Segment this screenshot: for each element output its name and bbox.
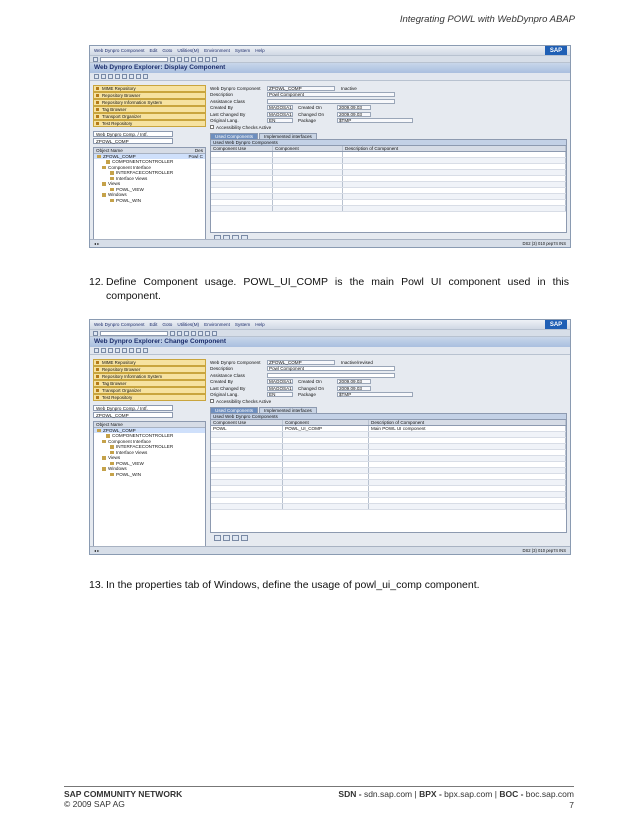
display-change-icon[interactable]	[108, 348, 113, 353]
test-icon[interactable]	[129, 74, 134, 79]
forward-arrow-icon[interactable]	[101, 74, 106, 79]
print-icon[interactable]	[198, 331, 203, 336]
enter-icon[interactable]	[93, 331, 98, 336]
scroll-arrows-icon[interactable]: ◂ ▸	[94, 548, 100, 553]
sdn-link[interactable]: sdn.sap.com	[363, 789, 413, 799]
tree-node-powl-view[interactable]: POWL_VIEW	[94, 187, 205, 193]
field-component: Web Dynpro Component ZPOWL_COMP Inactive/revised	[210, 359, 373, 365]
command-field[interactable]	[100, 57, 168, 62]
exit-icon[interactable]	[184, 331, 189, 336]
description-field[interactable]: Powl Component	[267, 366, 395, 371]
activate-icon[interactable]	[122, 348, 127, 353]
col-component-use[interactable]: Component Use	[211, 146, 273, 151]
tree-node-windows[interactable]: Windows	[94, 466, 205, 472]
nav-mime-repository[interactable]: MIME Repository	[93, 359, 206, 366]
test-icon[interactable]	[129, 348, 134, 353]
status-text: Inactive/revised	[341, 359, 373, 365]
boc-link[interactable]: boc.sap.com	[525, 789, 574, 799]
tree-node-windows[interactable]: Windows	[94, 192, 205, 198]
nav-repository-browser[interactable]: Repository Browser	[93, 92, 206, 99]
col-description[interactable]: Description of Component	[369, 420, 566, 425]
created-by-field: MAGOSA1	[269, 379, 292, 385]
copy-row-icon[interactable]	[232, 535, 239, 541]
tab-used-components[interactable]: Used Components	[210, 133, 258, 139]
sap-logo: SAP	[545, 46, 567, 55]
back-arrow-icon[interactable]	[94, 74, 99, 79]
changed-on-field: 2009.09.03	[337, 112, 371, 117]
tree-node-views[interactable]: Views	[94, 455, 205, 461]
accessibility-checkbox[interactable]	[210, 399, 214, 403]
tree-node-interfacecontroller[interactable]: INTERFACECONTROLLER	[94, 170, 205, 176]
status-bar: ◂ ▸ DS2 (3) 010 pep74 INS	[90, 546, 570, 554]
menu-item[interactable]: Utilities(M)	[177, 48, 200, 53]
tree-node-interface-views[interactable]: Interface Views	[94, 176, 205, 182]
exit-icon[interactable]	[184, 57, 189, 62]
hierarchy-icon[interactable]	[143, 348, 148, 353]
menu-item[interactable]: Web Dynpro Component	[94, 48, 145, 53]
help-icon[interactable]	[212, 57, 217, 62]
field-accessibility: Accessibility Checks Active	[210, 124, 567, 131]
col-component-use[interactable]: Component Use	[211, 420, 283, 425]
delete-row-icon[interactable]	[223, 535, 230, 541]
nav-repository-browser[interactable]: Repository Browser	[93, 366, 206, 373]
cancel-icon[interactable]	[191, 331, 196, 336]
activate-icon[interactable]	[122, 74, 127, 79]
print-icon[interactable]	[198, 57, 203, 62]
tab-used-components[interactable]: Used Components	[210, 407, 258, 413]
step-12: 12. Define Component usage. POWL_UI_COMP is the main Powl UI component used in this component.	[89, 276, 569, 302]
object-navigator	[93, 85, 206, 127]
tree-node-componentcontroller[interactable]: COMPONENTCONTROLLER	[94, 159, 205, 165]
menu-item[interactable]: System	[234, 322, 251, 327]
back-icon[interactable]	[177, 331, 182, 336]
tree-node-root[interactable]: ZPOWL_COMP Powl C	[94, 154, 205, 160]
save-icon[interactable]	[170, 331, 175, 336]
where-used-icon[interactable]	[136, 74, 141, 79]
table-row[interactable]	[211, 504, 566, 510]
forward-arrow-icon[interactable]	[101, 348, 106, 353]
menu-item[interactable]: Goto	[162, 322, 173, 327]
description-field[interactable]: Powl Component	[267, 92, 395, 97]
running-header: Integrating POWL with WebDynpro ABAP	[399, 14, 575, 25]
footer-network: SAP COMMUNITY NETWORK	[64, 789, 183, 799]
component-field[interactable]: ZPOWL_COMP	[267, 360, 335, 365]
field-created: Created By MAGOSA1 Created On 2009.09.03	[210, 379, 567, 386]
changed-by-field: MAGOSA1	[269, 385, 292, 391]
created-by-field: MAGOSA1	[269, 105, 292, 111]
tab-implemented-interfaces[interactable]: Implemented interfaces	[259, 407, 317, 413]
field-lang: Original Lang. EN Package $TMP	[210, 392, 567, 399]
cell-component-use[interactable]: POWL	[211, 426, 283, 431]
nav-transport-organizer[interactable]: Transport Organizer	[93, 113, 206, 120]
tree-node-root[interactable]: ZPOWL_COMP	[94, 428, 205, 434]
nav-repository-info-system[interactable]: Repository Information System	[93, 99, 206, 106]
tree-header: Object Name Des	[96, 147, 203, 153]
field-description: Description Powl Component	[210, 366, 567, 373]
tree-node-powl-win[interactable]: POWL_WIN	[94, 472, 205, 478]
details-icon[interactable]	[241, 535, 248, 541]
lang-field: EN	[267, 392, 293, 397]
step-13: 13. In the properties tab of Windows, define the usage of powl_ui_comp component.	[89, 579, 480, 591]
page-footer	[64, 786, 574, 809]
page-number: 7	[569, 800, 574, 810]
menu-bar	[90, 46, 570, 55]
sap-logo: SAP	[545, 320, 567, 329]
menu-bar	[90, 320, 570, 329]
cell-component[interactable]: POWL_UI_COMP	[283, 426, 369, 431]
insert-row-icon[interactable]	[214, 535, 221, 541]
col-component[interactable]: Component	[283, 420, 369, 425]
where-used-icon[interactable]	[136, 348, 141, 353]
nav-transport-organizer[interactable]: Transport Organizer	[93, 387, 206, 394]
scroll-arrows-icon[interactable]: ◂ ▸	[94, 241, 100, 246]
created-on-field: 2009.09.03	[337, 379, 371, 384]
system-toolbar	[90, 329, 570, 337]
field-assistance: Assistance Class	[210, 372, 567, 379]
tree-node-powl-view[interactable]: POWL_VIEW	[94, 461, 205, 467]
tab-implemented-interfaces[interactable]: Implemented interfaces	[259, 133, 317, 139]
used-components-table	[210, 139, 567, 233]
help-icon[interactable]	[212, 331, 217, 336]
package-field: $TMP	[337, 392, 413, 397]
hierarchy-icon[interactable]	[143, 74, 148, 79]
object-name-input[interactable]: ZPOWL_COMP	[93, 138, 173, 144]
tree-node-views[interactable]: Views	[94, 181, 205, 187]
enter-icon[interactable]	[93, 57, 98, 62]
check-icon[interactable]	[115, 74, 120, 79]
nav-tag-browser[interactable]: Tag Browser	[93, 380, 206, 387]
table-title: Used Web Dynpro Components	[211, 414, 566, 420]
created-on-field: 2009.09.03	[337, 105, 371, 110]
status-text: Inactive	[341, 85, 357, 91]
object-tree	[93, 147, 206, 249]
system-toolbar	[90, 55, 570, 63]
screen-title: Web Dynpro Explorer: Display Component	[90, 63, 570, 73]
table-title: Used Web Dynpro Components	[211, 140, 566, 146]
app-toolbar	[90, 73, 570, 81]
package-field: $TMP	[337, 118, 413, 123]
used-components-table	[210, 413, 567, 533]
field-created: Created By MAGOSA1 Created On 2009.09.03	[210, 105, 567, 112]
menu-item[interactable]: Help	[255, 322, 265, 327]
tree-node-componentcontroller[interactable]: COMPONENTCONTROLLER	[94, 433, 205, 439]
nav-tag-browser[interactable]: Tag Browser	[93, 106, 206, 113]
component-field[interactable]: ZPOWL_COMP	[267, 86, 335, 91]
nav-test-repository[interactable]: Test Repository	[93, 120, 206, 127]
menu-item[interactable]: Help	[255, 48, 265, 53]
menu-item[interactable]: Edit	[149, 322, 158, 327]
menu-item[interactable]: Goto	[162, 48, 173, 53]
screenshot-change-component	[89, 319, 571, 555]
field-changed: Last Changed By MAGOSA1 Changed On 2009.09.03	[210, 385, 567, 392]
lang-field: EN	[267, 118, 293, 123]
col-component[interactable]: Component	[273, 146, 343, 151]
table-toolbar	[210, 533, 567, 543]
object-navigator	[93, 359, 206, 401]
cell-description[interactable]: Main POWL UI component	[369, 426, 566, 431]
footer-copyright: © 2009 SAP AG	[64, 799, 125, 809]
assistance-class-field[interactable]	[267, 373, 395, 378]
app-toolbar	[90, 347, 570, 355]
menu-item[interactable]: Edit	[149, 48, 158, 53]
status-bar: ◂ ▸ DS2 (3) 010 pep74 INS	[90, 239, 570, 247]
object-name-input[interactable]: ZPOWL_COMP	[93, 412, 173, 418]
find-icon[interactable]	[205, 57, 210, 62]
screenshot-display-component	[89, 45, 571, 248]
field-changed: Last Changed By MAGOSA1 Changed On 2009.09.03	[210, 111, 567, 118]
tree-node-powl-win[interactable]: POWL_WIN	[94, 198, 205, 204]
nav-test-repository[interactable]: Test Repository	[93, 394, 206, 401]
field-accessibility: Accessibility Checks Active	[210, 398, 567, 405]
display-change-icon[interactable]	[108, 74, 113, 79]
tree-node-interface-views[interactable]: Interface Views	[94, 450, 205, 456]
field-assistance: Assistance Class	[210, 98, 567, 105]
find-icon[interactable]	[205, 331, 210, 336]
col-description[interactable]: Description of Component	[343, 146, 566, 151]
tree-node-component-interface[interactable]: Component Interface	[94, 439, 205, 445]
menu-item[interactable]: System	[234, 48, 251, 53]
tree-node-interfacecontroller[interactable]: INTERFACECONTROLLER	[94, 444, 205, 450]
object-type-select[interactable]: Web Dynpro Comp. / Intf.	[93, 131, 173, 137]
command-field[interactable]	[100, 331, 168, 336]
menu-item[interactable]: Environment	[204, 322, 230, 327]
back-arrow-icon[interactable]	[94, 348, 99, 353]
cancel-icon[interactable]	[191, 57, 196, 62]
menu-item[interactable]: Web Dynpro Component	[94, 322, 145, 327]
footer-links: SDN - sdn.sap.com | BPX - bpx.sap.com | BOC - boc.sap.com	[338, 789, 574, 799]
back-icon[interactable]	[177, 57, 182, 62]
menu-item[interactable]: Environment	[204, 48, 230, 53]
field-lang: Original Lang. EN Package $TMP	[210, 118, 567, 125]
bpx-link[interactable]: bpx.sap.com	[444, 789, 493, 799]
nav-mime-repository[interactable]: MIME Repository	[93, 85, 206, 92]
field-component: Web Dynpro Component ZPOWL_COMP Inactive	[210, 85, 357, 91]
check-icon[interactable]	[115, 348, 120, 353]
object-tree	[93, 421, 206, 556]
object-type-select[interactable]: Web Dynpro Comp. / Intf.	[93, 405, 173, 411]
tree-node-component-interface[interactable]: Component Interface	[94, 165, 205, 171]
tree-header: Object Name	[94, 422, 205, 428]
field-description: Description Powl Component	[210, 92, 567, 99]
accessibility-checkbox[interactable]	[210, 125, 214, 129]
changed-by-field: MAGOSA1	[269, 111, 292, 117]
save-icon[interactable]	[170, 57, 175, 62]
screen-title: Web Dynpro Explorer: Change Component	[90, 337, 570, 347]
table-row[interactable]	[211, 206, 566, 212]
nav-repository-info-system[interactable]: Repository Information System	[93, 373, 206, 380]
menu-item[interactable]: Utilities(M)	[177, 322, 200, 327]
changed-on-field: 2009.09.03	[337, 386, 371, 391]
assistance-class-field[interactable]	[267, 99, 395, 104]
